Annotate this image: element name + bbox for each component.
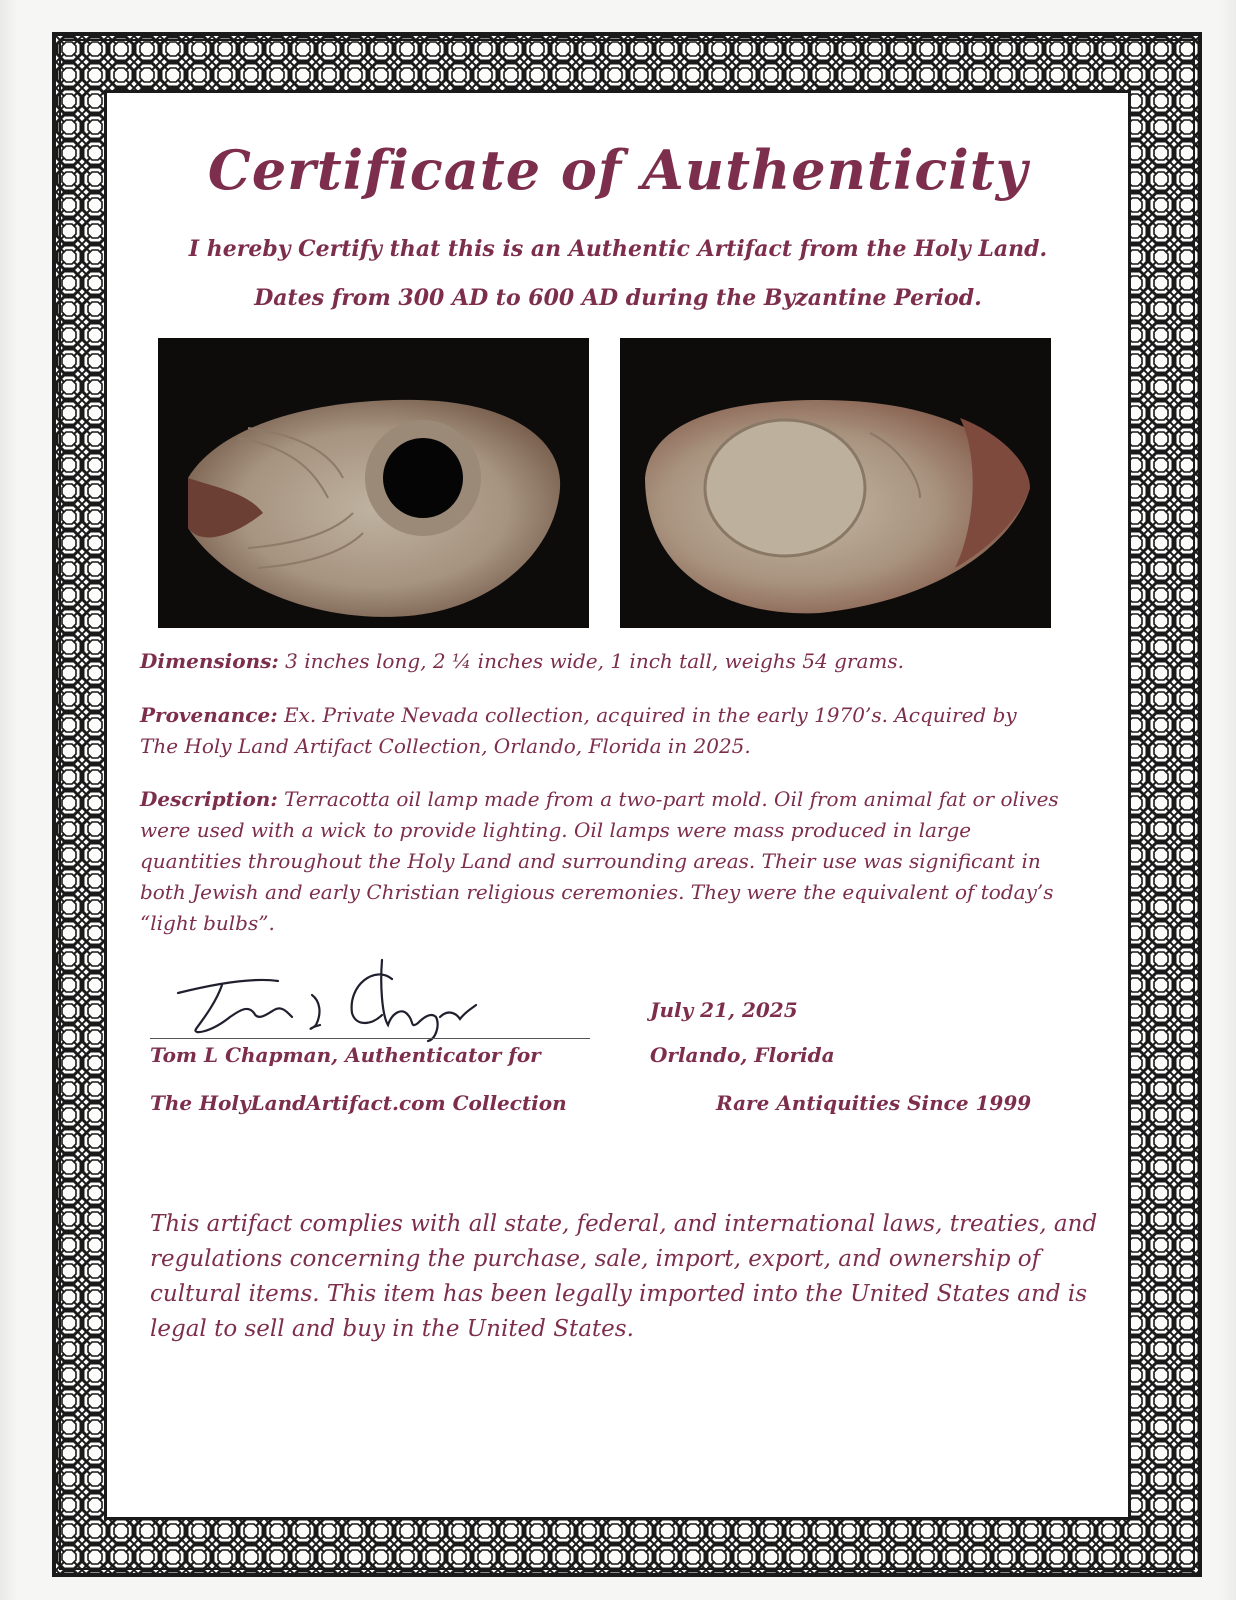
description-label: Description: (140, 787, 278, 811)
description-field (140, 784, 1075, 939)
certificate-title: Certificate of Authenticity (207, 138, 1029, 202)
provenance-label: Provenance: (140, 703, 278, 727)
provenance-value: Ex. Private Nevada collection, acquired in the early 1970’s. Acquired by The Holy Land Artifact Collection, Orlando, Florida in 2025. (140, 703, 1017, 758)
collection-name: The HolyLandArtifact.com Collection (150, 1091, 567, 1115)
certify-statement: I hereby Certify that this is an Authentic Artifact from the Holy Land. (188, 236, 1048, 262)
authenticator-name: Tom L Chapman, Authenticator for (150, 1043, 541, 1067)
dates-statement: Dates from 300 AD to 600 AD during the Byzantine Period. (254, 285, 982, 311)
legal-compliance-statement: This artifact complies with all state, federal, and international laws, treaties, and regulations concerning the purchase, sale, import, export, and ownership of cultural items. This item has been legally imported into the United States and is legal to sell and buy in the United States. (150, 1211, 1098, 1342)
signature-line (150, 1038, 590, 1039)
certificate-location: Orlando, Florida (650, 1043, 835, 1067)
dimensions-label: Dimensions: (140, 649, 279, 673)
certificate-date: July 21, 2025 (650, 998, 798, 1022)
provenance-field (140, 700, 1020, 762)
description-value: Terracotta oil lamp made from a two-part mold. Oil from animal fat or olives were used with a wick to provide lighting. Oil lamps were mass produced in large quantities throughout the Holy Land and surrounding areas. Their use was significant in both Jewish and early Christian religious ceremonies. They were the equivalent of today’s “light bulbs”. (140, 787, 1059, 935)
artifact-photo-top (158, 338, 589, 628)
dimensions-field (140, 646, 1100, 677)
handwritten-signature (170, 955, 480, 1045)
company-tagline: Rare Antiquities Since 1999 (716, 1091, 1032, 1115)
dimensions-value: 3 inches long, 2 ¼ inches wide, 1 inch tall, weighs 54 grams. (285, 649, 904, 673)
artifact-photo-bottom (620, 338, 1051, 628)
